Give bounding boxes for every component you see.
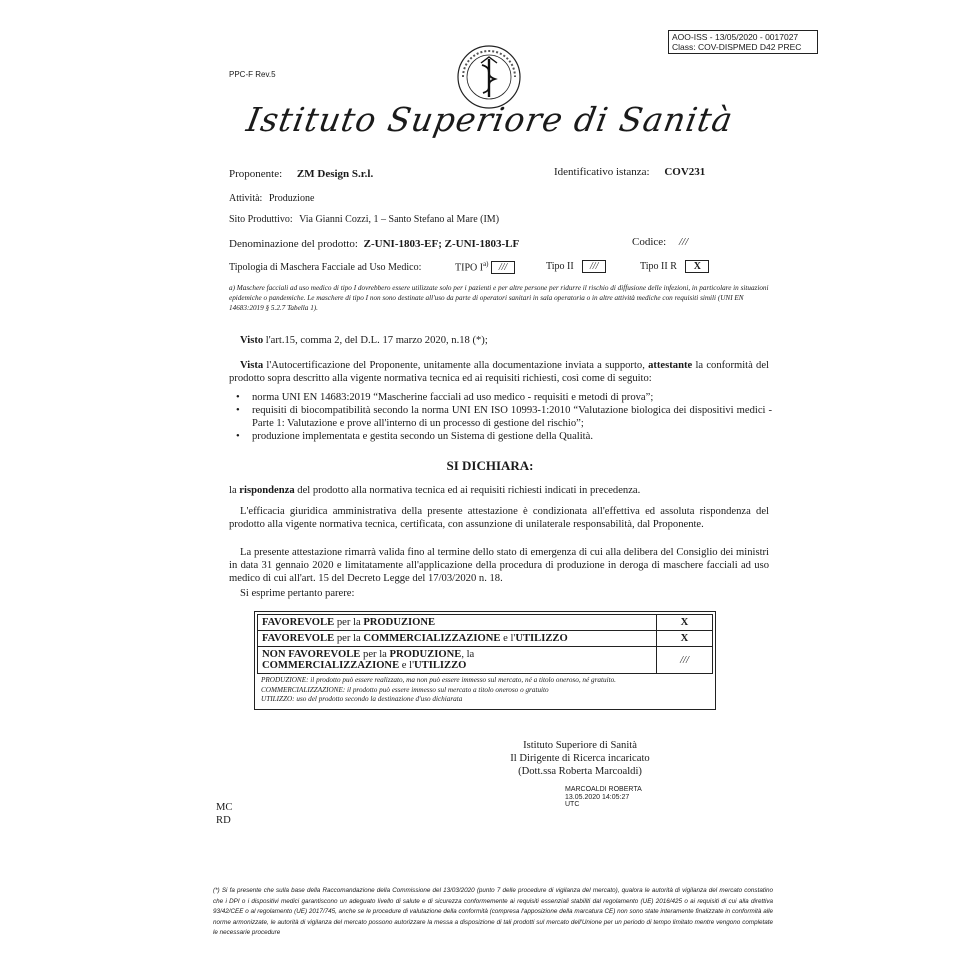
denominazione-value: Z-UNI-1803-EF; Z-UNI-1803-LF bbox=[363, 238, 520, 250]
denominazione-label: Denominazione del prodotto: bbox=[229, 238, 358, 250]
dichiara-pre: la bbox=[229, 485, 240, 496]
vista-text-1: l'Autocertificazione del Proponente, unitamente alla documentazione inviata a supporto, bbox=[263, 360, 649, 371]
footnote-a: a) Maschere facciali ad uso medico di tipo I dovrebbero essere utilizzate solo per i pazienti e per altre persone per ridurre il rischio di diffusione delle infezioni, in particolare in situazioni epidemiche o pandemiche. Le maschere di tipo I non sono destinate all'uso da parte di operatori sanitari in sala operatoria o in altre attività mediche con requisiti simili (UNI EN 14683:2019 § 5.2.7 Tabella 1). bbox=[229, 284, 769, 312]
codice-value: /// bbox=[678, 236, 689, 248]
footer-note: (*) Si fa presente che sulla base della Raccomandazione della Commissione del 13/03/2020 (punto 7 delle procedure di vigilanza del mercato), qualora le autorità di vigilanza del mercato constatino che i DPI o i dispositivi medici garantiscono un adeguato livello di salute e di sicurezza conformemente ai requisiti essenziali stabiliti dal regolamento (UE) 2016/425 o ai requisiti di cui alla direttiva 93/42/CEE o al regolamento (UE) 2017/745, anche se le procedure di valutazione della conformità (compresa l'apposizione della marcatura CE) non sono state interamente finalizzate in conformità alle norme armonizzate, le autorità di vigilanza del mercato possono autorizzare la messa a disposizione di tali prodotti sul mercato dell'Unione per un periodo di tempo limitato mentre vengono completate le necessarie procedure bbox=[213, 887, 773, 936]
parere-scope: COMMERCIALIZZAZIONE bbox=[262, 660, 400, 671]
esign-tz: UTC bbox=[565, 801, 580, 808]
esign-date: 13.05.2020 14:05:27 bbox=[565, 793, 630, 801]
sito-label: Sito Produttivo: bbox=[229, 214, 293, 225]
parere-note: UTILIZZO: uso del prodotto secondo la destinazione d'uso dichiarata bbox=[261, 695, 463, 703]
parere-notes bbox=[257, 674, 713, 707]
parere-scope: PRODUZIONE bbox=[389, 649, 462, 660]
parere-mark: X bbox=[657, 615, 713, 631]
parere-scope: COMMERCIALIZZAZIONE bbox=[363, 633, 501, 644]
dichiara-bold: rispondenza bbox=[239, 485, 295, 496]
tipo1-group bbox=[455, 260, 515, 274]
table-row bbox=[258, 631, 713, 647]
attivita-row bbox=[229, 193, 314, 204]
identificativo-value: COV231 bbox=[664, 166, 706, 178]
parere-cell bbox=[258, 631, 657, 647]
dichiara-heading: SI DICHIARA: bbox=[446, 458, 534, 473]
parere-decision: FAVOREVOLE bbox=[262, 633, 335, 644]
parere-decision: NON FAVOREVOLE bbox=[262, 649, 361, 660]
form-revision: PPC-F Rev.5 bbox=[229, 70, 276, 79]
parere-scope: PRODUZIONE bbox=[363, 617, 436, 628]
initials-line: RD bbox=[216, 815, 231, 826]
table-row bbox=[258, 615, 713, 631]
tipo2r-group bbox=[640, 260, 709, 273]
parere-text: , la bbox=[461, 649, 475, 660]
signature-role: Il Dirigente di Ricerca incaricato bbox=[510, 753, 650, 764]
sito-row bbox=[229, 214, 499, 225]
vista-text-2: la conformità del prodotto sopra descritto alla vigente normativa tecnica ed ai requisiti richiesti, così come di seguito: bbox=[229, 360, 769, 384]
protocol-stamp bbox=[668, 30, 818, 54]
institute-title: Istituto Superiore di Sanità bbox=[243, 100, 737, 139]
protocol-number: AOO-ISS - 13/05/2020 - 0017027 bbox=[672, 32, 799, 42]
visto-paragraph bbox=[240, 334, 780, 347]
parere-text: per la bbox=[334, 617, 364, 628]
codice-row bbox=[632, 236, 688, 248]
visto-text: l'art.15, comma 2, del D.L. 17 marzo 2020, n.18 (*); bbox=[263, 335, 488, 346]
tipo2-box: /// bbox=[582, 260, 606, 273]
protocol-class: Class: COV-DISPMED D42 PREC bbox=[672, 42, 802, 52]
visto-bold: Visto bbox=[240, 335, 264, 346]
efficacia-paragraph: L'efficacia giuridica amministrativa della presente attestazione è condizionata all'effettiva ed assoluta rispondenza del prodotto alla vigente normativa tecnica, certificata, con assunzione di unilaterale responsabilità, dal Proponente. bbox=[229, 506, 769, 530]
identificativo-row bbox=[554, 166, 705, 178]
esign-name: MARCOALDI ROBERTA bbox=[565, 786, 642, 793]
list-item: • requisiti di biocompatibilità secondo la norma UNI EN ISO 10993-1:2010 “Valutazione biologica dei dispositivi medici - Parte 1: Valutazione e prove all'interno di un processo di gestione del rischio”; bbox=[232, 404, 772, 430]
table-row bbox=[258, 647, 713, 674]
signature-name: (Dott.ssa Roberta Marcoaldi) bbox=[518, 766, 642, 777]
parere-cell bbox=[258, 647, 657, 674]
parere-mark: /// bbox=[657, 647, 713, 674]
denominazione-row bbox=[229, 238, 519, 250]
identificativo-label: Identificativo istanza: bbox=[554, 166, 650, 178]
tipo1-label: TIPO I bbox=[455, 262, 484, 274]
attivita-value: Produzione bbox=[268, 193, 315, 204]
attivita-label: Attività: bbox=[229, 193, 263, 204]
tipologia-row bbox=[229, 262, 421, 273]
parere-intro: Si esprime pertanto parere: bbox=[240, 588, 355, 599]
proponente-label: Proponente: bbox=[229, 168, 283, 180]
vista-paragraph bbox=[229, 359, 769, 385]
parere-text: e l' bbox=[500, 633, 516, 644]
attestante-bold: attestante bbox=[648, 360, 693, 371]
parere-box bbox=[254, 611, 716, 710]
validita-paragraph: La presente attestazione rimarrà valida fino al termine dello stato di emergenza di cui alla delibera del Consiglio dei ministri in data 31 gennaio 2020 e limitatamente all'applicazione della procedura di produzione in deroga di maschere facciali ad uso medico di cui all'art. 15 del Decreto Legge del 17/03/2020 n. 18. bbox=[229, 547, 769, 584]
codice-label: Codice: bbox=[632, 236, 667, 248]
tipo2r-box: X bbox=[685, 260, 709, 273]
parere-decision: FAVOREVOLE bbox=[262, 617, 335, 628]
tipo1-box: /// bbox=[491, 261, 515, 274]
parere-text: per la bbox=[334, 633, 364, 644]
vista-bold: Vista bbox=[240, 360, 264, 371]
parere-cell bbox=[258, 615, 657, 631]
parere-scope: UTILIZZO bbox=[515, 633, 568, 644]
parere-text: e l' bbox=[399, 660, 415, 671]
parere-table bbox=[257, 614, 713, 674]
initials bbox=[216, 801, 233, 827]
parere-text: per la bbox=[360, 649, 390, 660]
signature-institute: Istituto Superiore di Sanità bbox=[523, 740, 637, 751]
digital-signature-stamp bbox=[565, 786, 642, 809]
tipo2-group bbox=[546, 260, 606, 273]
list-item: • produzione implementata e gestita secondo un Sistema di gestione della Qualità. bbox=[232, 430, 772, 443]
parere-note: COMMERCIALIZZAZIONE: il prodotto può essere immesso sul mercato a titolo oneroso o gratuito bbox=[261, 685, 549, 694]
parere-mark: X bbox=[657, 631, 713, 647]
tipo2r-label: Tipo II R bbox=[640, 261, 677, 272]
sito-value: Via Gianni Cozzi, 1 – Santo Stefano al Mare (IM) bbox=[299, 214, 500, 225]
proponente-value: ZM Design S.r.l. bbox=[296, 168, 374, 180]
proponente-row bbox=[229, 168, 373, 180]
parere-scope: UTILIZZO bbox=[414, 660, 467, 671]
initials-line: MC bbox=[216, 802, 233, 813]
tipo1-footnote-ref: a) bbox=[483, 260, 489, 268]
tipo2-label: Tipo II bbox=[546, 261, 574, 272]
parere-note: PRODUZIONE: il prodotto può essere realizzato, ma non può essere immesso sul mercato, né a titolo oneroso, né gratuito. bbox=[261, 676, 616, 684]
tipologia-label: Tipologia di Maschera Facciale ad Uso Medico: bbox=[229, 262, 422, 273]
list-item: • norma UNI EN 14683:2019 “Mascherine facciali ad uso medico - requisiti e metodi di prova”; bbox=[232, 391, 772, 404]
dichiara-post: del prodotto alla normativa tecnica ed ai requisiti richiesti indicati in precedenza. bbox=[294, 485, 641, 496]
signature-block bbox=[490, 739, 670, 778]
dichiara-paragraph bbox=[229, 484, 769, 497]
requirements-list bbox=[232, 391, 772, 443]
